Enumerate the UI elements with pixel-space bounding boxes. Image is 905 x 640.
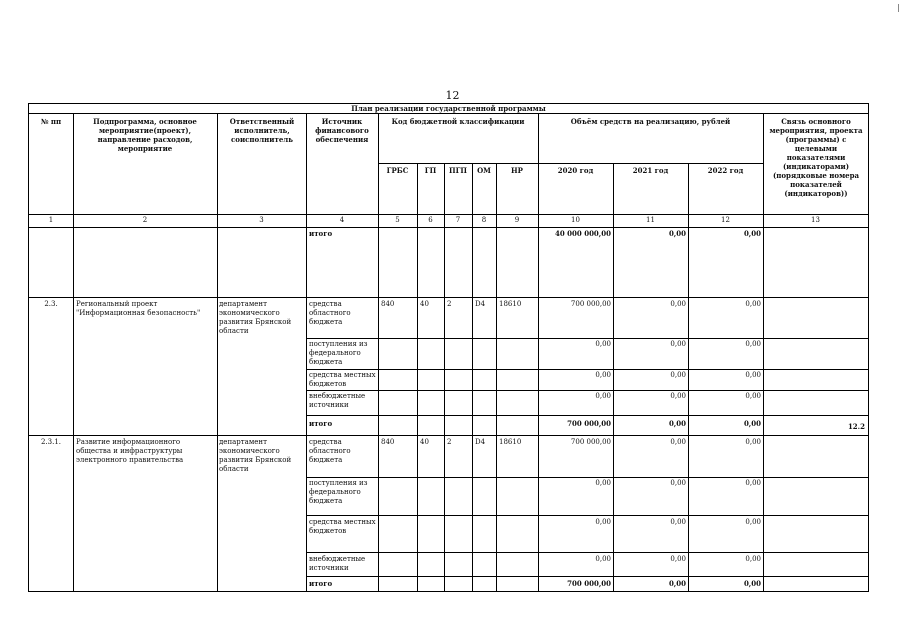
budget-plan-table <box>28 103 869 592</box>
col-number: 10 <box>571 216 580 224</box>
col-number: 9 <box>514 216 520 224</box>
value-2022: 0,00 <box>745 340 761 348</box>
col-number: 11 <box>646 216 655 224</box>
col-header-budget-code: Код бюджетной классификации <box>391 117 525 126</box>
code-om: D4 <box>475 300 486 308</box>
row-source: средства местных бюджетов <box>309 371 376 388</box>
col-header-link: Связь основного мероприятия, проекта (программы) с целевыми показателями (индикаторами) (порядковые номера показателей (индикаторов)) <box>769 117 863 198</box>
col-number: 2 <box>142 216 148 224</box>
value-2022: 0,00 <box>743 229 761 238</box>
code-gp: 40 <box>420 300 429 308</box>
col-number: 6 <box>428 216 433 224</box>
col-header-om: ОМ <box>477 166 491 175</box>
value-2021: 0,00 <box>670 371 686 379</box>
row-source: итого <box>309 579 333 588</box>
value-2020: 700 000,00 <box>567 579 611 588</box>
row-executor: департамент экономического развития Брянской области <box>219 300 292 335</box>
row-source: итого <box>309 419 333 428</box>
row-number: 2.3. <box>44 300 58 308</box>
value-2020: 700 000,00 <box>567 419 611 428</box>
col-header-executor: Ответственный исполнитель, соисполнитель <box>229 117 295 144</box>
row-name: Региональный проект "Информационная безопасность" <box>76 300 201 317</box>
row-executor: департамент экономического развития Брянской области <box>219 438 292 473</box>
value-2022: 0,00 <box>743 579 761 588</box>
col-number: 5 <box>395 216 400 224</box>
value-2022: 0,00 <box>743 419 761 428</box>
value-2020: 0,00 <box>595 479 611 487</box>
col-number: 13 <box>811 216 820 224</box>
value-2022: 0,00 <box>745 479 761 487</box>
row-source: поступления из федерального бюджета <box>309 340 368 366</box>
row-source: внебюджетные источники <box>309 392 366 409</box>
col-header-source: Источник финансового обеспечения <box>315 117 369 144</box>
col-number: 3 <box>259 216 264 224</box>
value-2021: 0,00 <box>670 340 686 348</box>
col-header-volume: Объём средств на реализацию, рублей <box>570 117 731 126</box>
value-2020: 0,00 <box>595 518 611 526</box>
col-header-gp: ГП <box>424 166 437 175</box>
value-2020: 700 000,00 <box>570 300 611 308</box>
row-source: внебюджетные источники <box>309 555 366 572</box>
value-2020: 0,00 <box>595 392 611 400</box>
value-2020: 0,00 <box>595 340 611 348</box>
code-gp: 40 <box>420 438 429 446</box>
code-grbs: 840 <box>381 438 395 446</box>
value-2022: 0,00 <box>745 518 761 526</box>
row-source: поступления из федерального бюджета <box>309 479 368 505</box>
col-header-2022: 2022 год <box>707 166 744 175</box>
page-number: 12 <box>445 89 460 102</box>
value-2020: 700 000,00 <box>570 438 611 446</box>
col-header-subprogram: Подпрограмма, основное мероприятие(проект), направление расходов, мероприятие <box>93 117 197 153</box>
value-2021: 0,00 <box>670 479 686 487</box>
row-name: Развитие информационного общества и инфраструктуры электронного правительства <box>76 438 184 464</box>
code-pgp: 2 <box>447 438 452 446</box>
value-2021: 0,00 <box>670 300 686 308</box>
col-header-grbs: ГРБС <box>386 166 409 175</box>
page-corner-mark <box>898 4 899 12</box>
col-header-num: № пп <box>40 117 62 126</box>
value-2021: 0,00 <box>668 419 686 428</box>
value-2022: 0,00 <box>745 300 761 308</box>
value-2021: 0,00 <box>668 579 686 588</box>
col-header-2020: 2020 год <box>557 166 594 175</box>
col-number: 4 <box>339 216 345 224</box>
row-source: средства областного бюджета <box>309 438 351 464</box>
value-2021: 0,00 <box>670 518 686 526</box>
value-2022: 0,00 <box>745 555 761 563</box>
value-2020: 0,00 <box>595 371 611 379</box>
value-2022: 0,00 <box>745 392 761 400</box>
row-source: итого <box>309 229 333 238</box>
code-nr: 18610 <box>499 438 522 446</box>
col-header-pgp: ПГП <box>448 166 468 175</box>
code-om: D4 <box>475 438 486 446</box>
col-number: 8 <box>481 216 487 224</box>
col-header-2021: 2021 год <box>632 166 669 175</box>
value-2021: 0,00 <box>668 229 686 238</box>
col-number: 1 <box>48 216 54 224</box>
code-nr: 18610 <box>499 300 522 308</box>
col-number: 12 <box>721 216 730 224</box>
col-header-nr: НР <box>511 166 523 175</box>
value-2020: 0,00 <box>595 555 611 563</box>
row-source: средства областного бюджета <box>309 300 351 326</box>
value-2021: 0,00 <box>670 438 686 446</box>
col-number: 7 <box>455 216 461 224</box>
plan-title: План реализации государственной программы <box>351 104 546 113</box>
value-2020: 40 000 000,00 <box>554 229 611 238</box>
row-number: 2.3.1. <box>40 438 62 446</box>
value-2022: 0,00 <box>745 438 761 446</box>
value-2021: 0,00 <box>670 555 686 563</box>
indicator-link: 12.2 <box>847 422 865 431</box>
value-2021: 0,00 <box>670 392 686 400</box>
code-grbs: 840 <box>381 300 395 308</box>
code-pgp: 2 <box>447 300 452 308</box>
value-2022: 0,00 <box>745 371 761 379</box>
row-source: средства местных бюджетов <box>309 518 376 535</box>
